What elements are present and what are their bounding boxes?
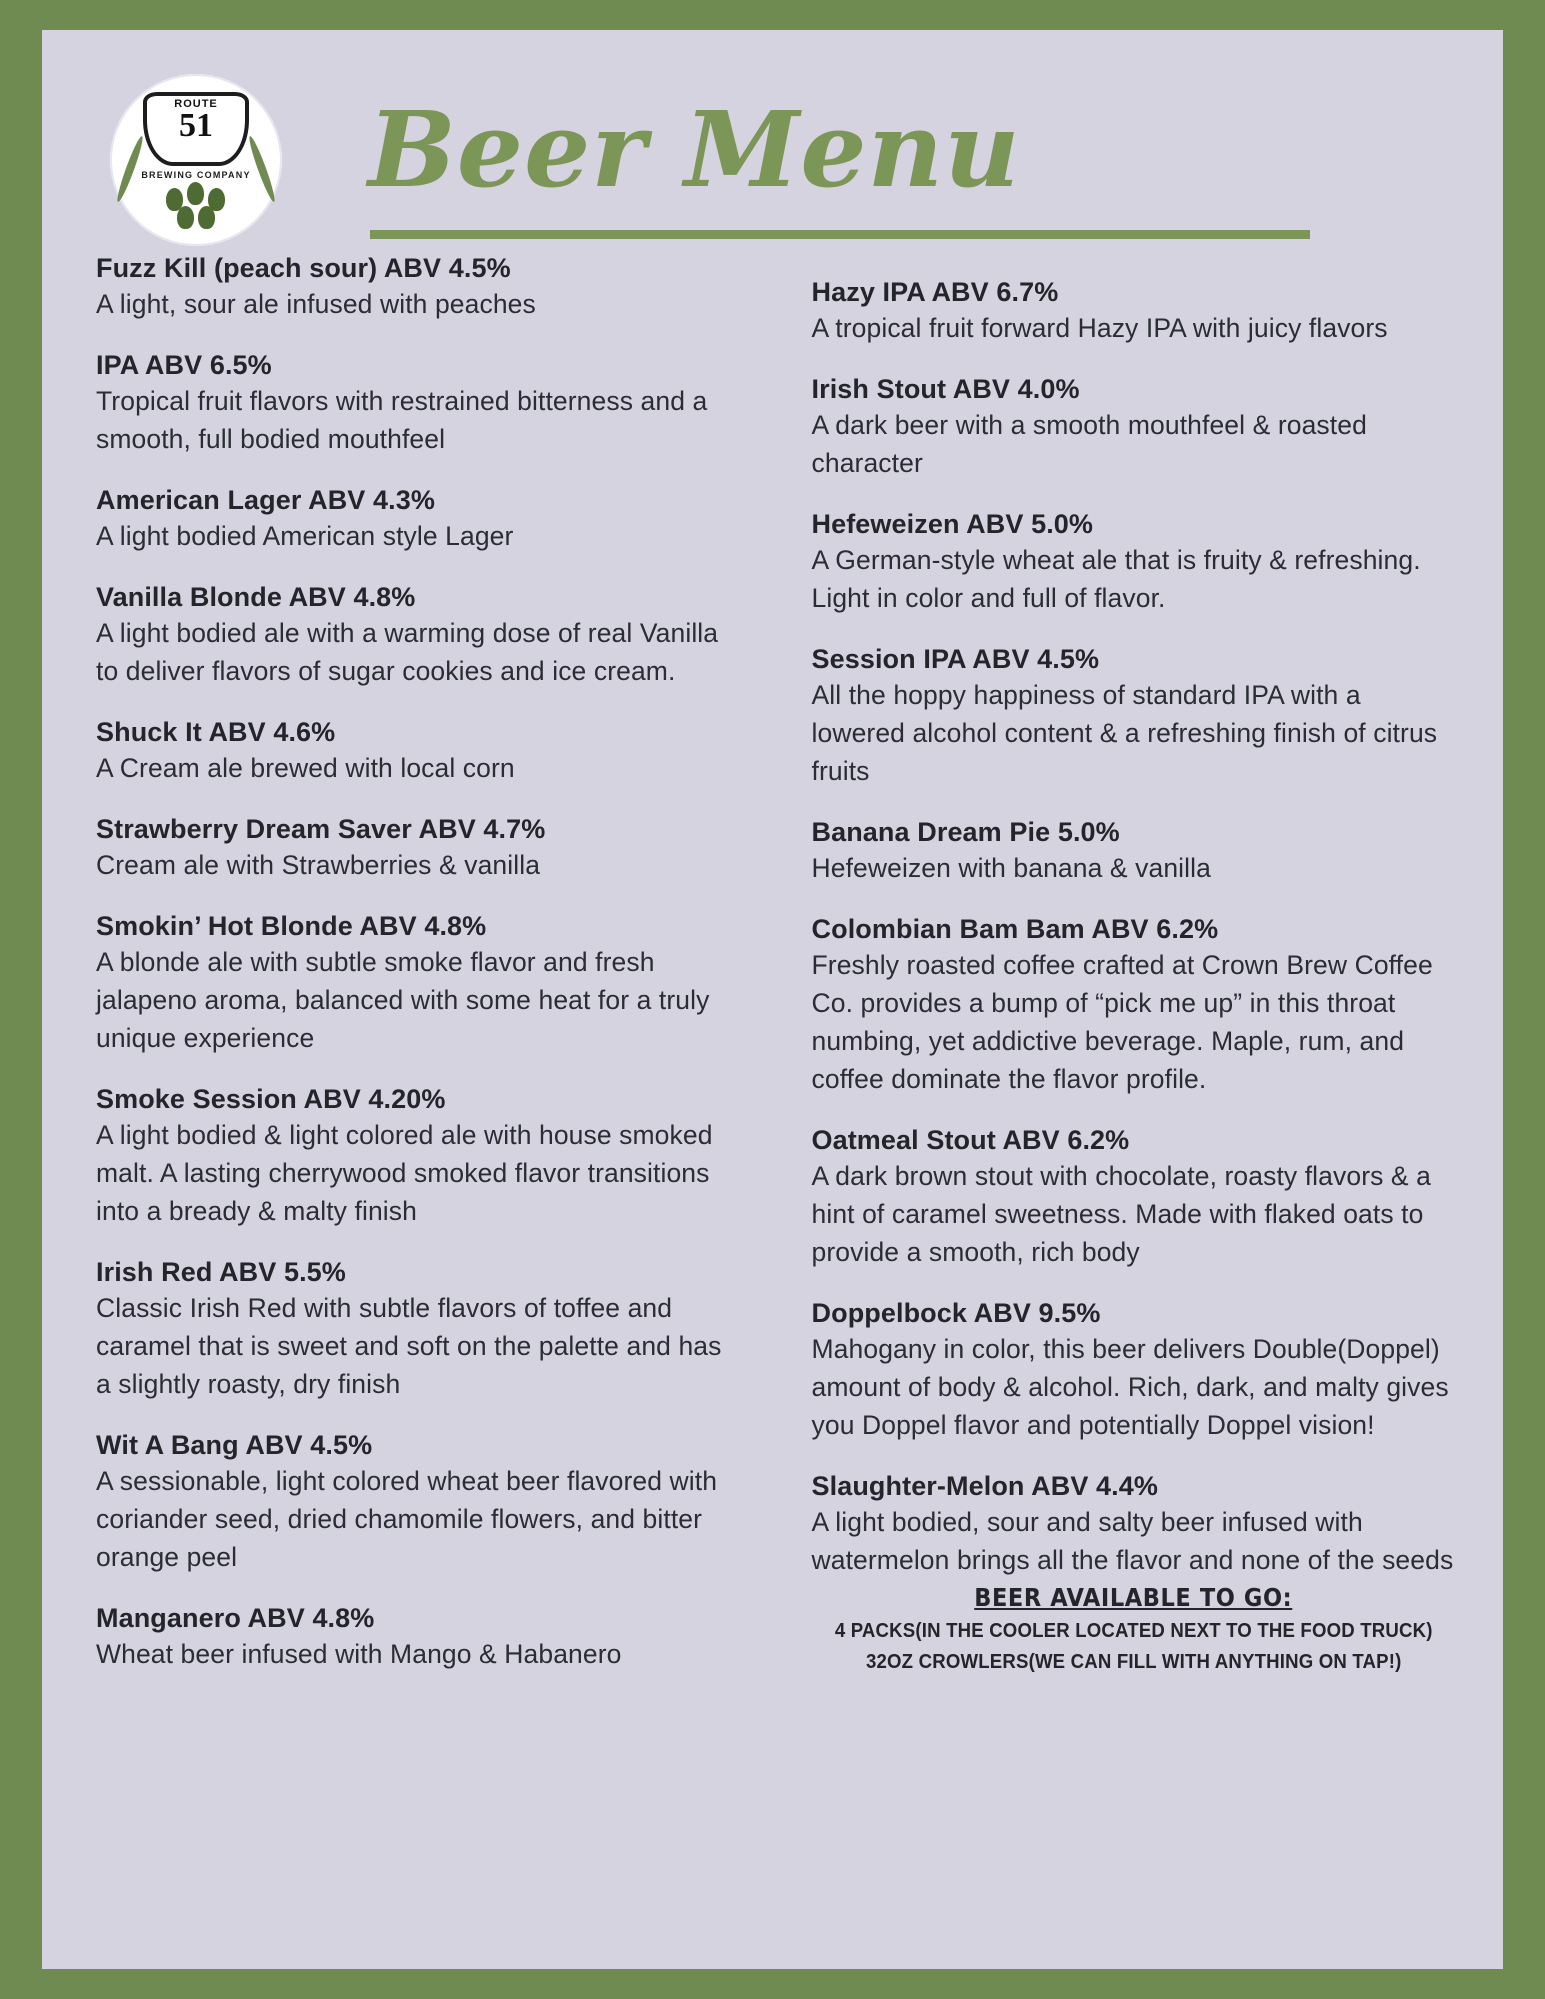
beer-name: Session IPA bbox=[811, 644, 966, 674]
beer-description: Freshly roasted coffee crafted at Crown Brew Coffee Co. provides a bump of “pick me up” in this throat numbing, yet addictive beverage. Maple, rum, and coffee dominate the flavor profile. bbox=[811, 950, 1433, 1094]
beer-item bbox=[812, 1297, 1456, 1444]
beer-name: Irish Red bbox=[96, 1257, 213, 1287]
beer-abv: ABV 5.0% bbox=[966, 509, 1094, 539]
beer-heading bbox=[812, 1470, 1456, 1502]
beer-abv: ABV 4.4% bbox=[1031, 1471, 1158, 1501]
beer-name: Banana Dream Pie bbox=[811, 817, 1051, 847]
beer-abv: ABV 4.8% bbox=[288, 582, 416, 612]
beer-abv: ABV 4.6% bbox=[208, 717, 336, 747]
beer-name: Smoke Session bbox=[96, 1084, 297, 1114]
beer-name: IPA bbox=[96, 350, 139, 380]
beer-abv: ABV 4.8% bbox=[359, 911, 487, 941]
beer-description: Tropical fruit flavors with restrained bitterness and a smooth, full bodied mouthfeel bbox=[96, 386, 708, 454]
beer-name: Irish Stout bbox=[811, 374, 947, 404]
beer-heading bbox=[96, 349, 740, 381]
beer-heading bbox=[812, 816, 1456, 848]
beer-to-go-section bbox=[812, 1583, 1456, 1674]
beer-description: Wheat beer infused with Mango & Habanero bbox=[96, 1639, 622, 1669]
beer-heading bbox=[96, 910, 740, 942]
beer-description: A light bodied American style Lager bbox=[96, 521, 514, 551]
beer-item bbox=[96, 1256, 740, 1403]
beer-description: Mahogany in color, this beer delivers Double(Doppel) amount of body & alcohol. Rich, dark, and malty gives you Doppel flavor and potentially Doppel vision! bbox=[811, 1334, 1449, 1440]
beer-item bbox=[812, 373, 1456, 482]
beer-item bbox=[96, 1083, 740, 1230]
beer-name: Colombian Bam Bam bbox=[811, 914, 1085, 944]
shield-icon bbox=[143, 92, 249, 166]
beer-name: Slaughter-Melon bbox=[811, 1471, 1025, 1501]
beer-description: A tropical fruit forward Hazy IPA with juicy flavors bbox=[811, 313, 1388, 343]
beer-description: A dark beer with a smooth mouthfeel & roasted character bbox=[811, 410, 1367, 478]
beer-name: Manganero bbox=[96, 1603, 241, 1633]
beer-name: Oatmeal Stout bbox=[811, 1125, 996, 1155]
beer-abv: ABV 4.3% bbox=[308, 485, 435, 515]
beer-abv: ABV 5.5% bbox=[219, 1257, 346, 1287]
beer-description: Classic Irish Red with subtle flavors of toffee and caramel that is sweet and soft on the palette and has a slightly roasty, dry finish bbox=[96, 1293, 722, 1399]
beer-heading bbox=[96, 252, 740, 284]
to-go-title: BEER AVAILABLE TO GO: bbox=[974, 1583, 1293, 1612]
beer-item bbox=[812, 508, 1456, 617]
beer-item bbox=[812, 816, 1456, 887]
beer-abv: ABV 4.5% bbox=[383, 253, 511, 283]
beer-description: A light bodied ale with a warming dose of real Vanilla to deliver flavors of sugar cookies and ice cream. bbox=[96, 618, 719, 686]
hops-icon bbox=[162, 182, 230, 234]
beer-name: Wit A Bang bbox=[96, 1430, 239, 1460]
beer-abv: 5.0% bbox=[1057, 817, 1120, 847]
beer-description: A light, sour ale infused with peaches bbox=[96, 289, 536, 319]
beer-item bbox=[96, 716, 740, 787]
beer-abv: ABV 4.0% bbox=[952, 374, 1080, 404]
beer-item bbox=[96, 252, 740, 323]
beer-heading bbox=[96, 1083, 740, 1115]
beer-item bbox=[812, 913, 1456, 1098]
beer-heading bbox=[812, 276, 1456, 308]
beer-heading bbox=[812, 508, 1456, 540]
menu-page bbox=[42, 30, 1503, 1969]
beer-name: Fuzz Kill (peach sour) bbox=[96, 253, 378, 283]
menu-column-left bbox=[96, 252, 740, 1699]
beer-description: A sessionable, light colored wheat beer flavored with coriander seed, dried chamomile flowers, and bitter orange peel bbox=[96, 1466, 718, 1572]
title-underline bbox=[370, 230, 1310, 239]
beer-name: American Lager bbox=[96, 485, 302, 515]
beer-description: A blonde ale with subtle smoke flavor and fresh jalapeno aroma, balanced with some heat for a truly unique experience bbox=[96, 947, 710, 1053]
beer-abv: ABV 4.5% bbox=[245, 1430, 373, 1460]
beer-item bbox=[96, 813, 740, 884]
beer-description: A light bodied & light colored ale with house smoked malt. A lasting cherrywood smoked flavor transitions into a bready & malty finish bbox=[96, 1120, 713, 1226]
beer-name: Doppelbock bbox=[811, 1298, 968, 1328]
beer-description: A German-style wheat ale that is fruity & refreshing. Light in color and full of flavor. bbox=[811, 545, 1421, 613]
beer-heading bbox=[812, 643, 1456, 675]
beer-name: Hazy IPA bbox=[811, 277, 925, 307]
beer-abv: ABV 4.8% bbox=[247, 1603, 375, 1633]
logo-number: 51 bbox=[179, 107, 213, 144]
beer-name: Smokin’ Hot Blonde bbox=[96, 911, 353, 941]
page-title: Beer Menu bbox=[368, 88, 1021, 211]
beer-heading bbox=[96, 1256, 740, 1288]
beer-heading bbox=[812, 1297, 1456, 1329]
beer-item bbox=[96, 1429, 740, 1576]
beer-heading bbox=[96, 484, 740, 516]
beer-abv: ABV 9.5% bbox=[973, 1298, 1101, 1328]
beer-heading bbox=[812, 913, 1456, 945]
beer-item bbox=[812, 1124, 1456, 1271]
beer-name: Hefeweizen bbox=[811, 509, 960, 539]
to-go-line: 4 PACKS(IN THE COOLER LOCATED NEXT TO THE FOOD TRUCK) bbox=[834, 1620, 1433, 1642]
menu-column-right bbox=[812, 252, 1456, 1699]
beer-item bbox=[96, 910, 740, 1057]
beer-abv: ABV 6.7% bbox=[931, 277, 1059, 307]
beer-description: A light bodied, sour and salty beer infused with watermelon brings all the flavor and none of the seeds bbox=[811, 1507, 1454, 1575]
beer-abv: ABV 4.5% bbox=[972, 644, 1100, 674]
beer-description: A dark brown stout with chocolate, roasty flavors & a hint of caramel sweetness. Made with flaked oats to provide a smooth, rich body bbox=[811, 1161, 1432, 1267]
beer-heading bbox=[96, 1602, 740, 1634]
beer-item bbox=[96, 1602, 740, 1673]
beer-item bbox=[812, 1470, 1456, 1579]
logo-route-label: ROUTE bbox=[174, 98, 218, 110]
beer-heading bbox=[96, 581, 740, 613]
beer-description: Hefeweizen with banana & vanilla bbox=[811, 853, 1211, 883]
beer-item bbox=[812, 276, 1456, 347]
beer-name: Shuck It bbox=[96, 717, 202, 747]
beer-description: A Cream ale brewed with local corn bbox=[96, 753, 515, 783]
beer-abv: ABV 6.2% bbox=[1091, 914, 1219, 944]
wheat-left-icon bbox=[114, 135, 145, 204]
beer-abv: ABV 6.2% bbox=[1002, 1125, 1130, 1155]
beer-heading bbox=[812, 373, 1456, 405]
beer-item bbox=[812, 643, 1456, 790]
beer-item bbox=[96, 484, 740, 555]
beer-heading bbox=[96, 716, 740, 748]
beer-abv: ABV 6.5% bbox=[144, 350, 272, 380]
beer-heading bbox=[812, 1124, 1456, 1156]
beer-name: Vanilla Blonde bbox=[96, 582, 282, 612]
beer-description: All the hoppy happiness of standard IPA with a lowered alcohol content & a refreshing finish of citrus fruits bbox=[811, 680, 1438, 786]
beer-abv: ABV 4.20% bbox=[303, 1084, 446, 1114]
logo-company-name: BREWING COMPANY bbox=[141, 170, 251, 180]
route-51-shield-logo-icon bbox=[110, 74, 282, 246]
beer-description: Cream ale with Strawberries & vanilla bbox=[96, 850, 541, 880]
wheat-right-icon bbox=[246, 135, 277, 204]
beer-abv: ABV 4.7% bbox=[418, 814, 546, 844]
beer-heading bbox=[96, 813, 740, 845]
to-go-line: 32OZ CROWLERS(WE CAN FILL WITH ANYTHING ON TAP!) bbox=[865, 1651, 1402, 1673]
beer-name: Strawberry Dream Saver bbox=[96, 814, 412, 844]
menu-header bbox=[68, 52, 1477, 252]
menu-columns bbox=[68, 252, 1477, 1699]
beer-heading bbox=[96, 1429, 740, 1461]
beer-item bbox=[96, 581, 740, 690]
beer-item bbox=[96, 349, 740, 458]
